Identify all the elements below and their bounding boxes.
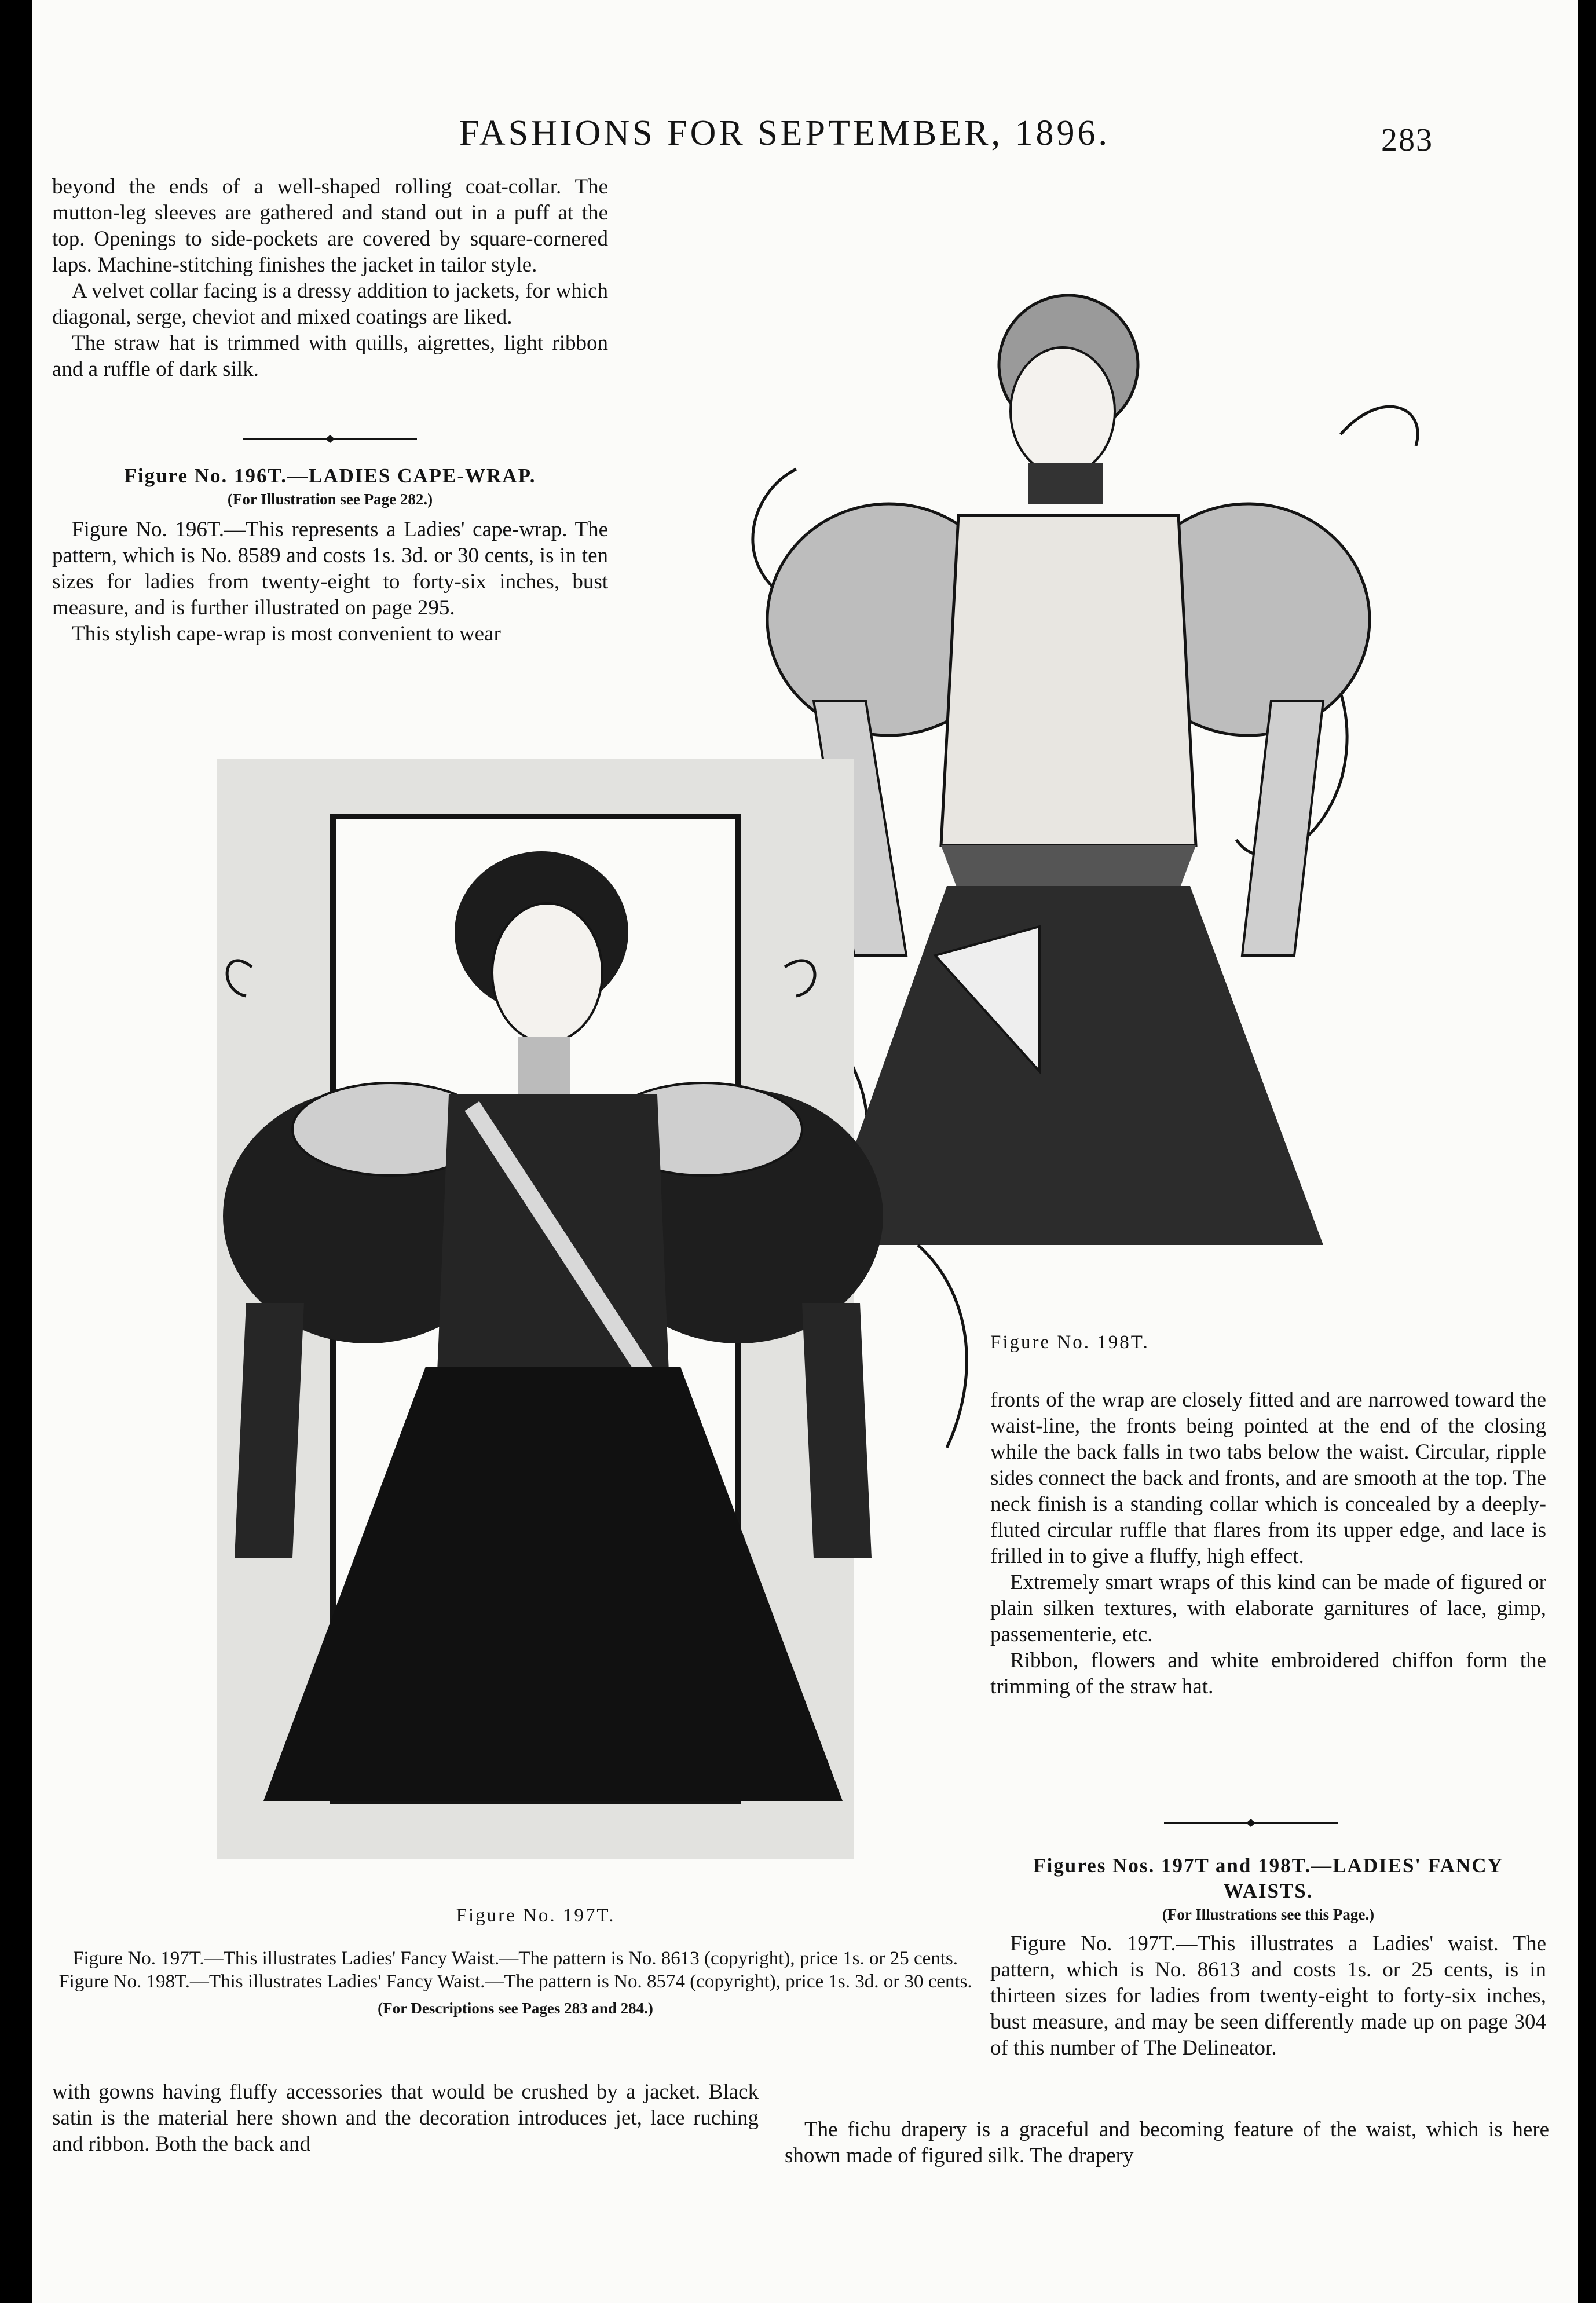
page-number: 283: [1381, 122, 1433, 158]
paragraph: Ribbon, flowers and white embroidered chiffon form the trimming of the straw hat.: [990, 1649, 1546, 1698]
paragraph: This stylish cape-wrap is most convenient to wear: [72, 622, 501, 646]
bottom-right-text: [785, 2117, 1549, 2169]
paragraph: A velvet collar facing is a dressy addition to jackets, for which diagonal, serge, cheviot and mixed coatings are liked.: [52, 279, 608, 329]
paragraph: Figure No. 196T.—This represents a Ladies' cape-wrap. The pattern, which is No. 8589 and costs 1s. 3d. or 30 cents, is in ten sizes for ladies from twenty-eight to forty-six inches, bust measure, and is further illustrated on page 295.: [52, 518, 608, 620]
section-heading: Figure No. 196T.—LADIES CAPE-WRAP.: [124, 464, 536, 487]
illustration-note: (For Illustration see Page 282.): [227, 490, 433, 508]
section-divider: [1152, 1817, 1349, 1840]
figures-description: [52, 1947, 979, 2019]
paragraph: with gowns having fluffy accessories that would be crushed by a jacket. Black satin is the material here shown and the decoration introduces jet, lace ruching and ribbon. Both the back and: [52, 2080, 759, 2156]
figure-197-illustration: [148, 724, 987, 1882]
bottom-left-text: [52, 2079, 759, 2157]
paragraph: The fichu drapery is a graceful and becoming feature of the waist, which is here shown made of figured silk. The drapery: [785, 2118, 1549, 2167]
figures-description-text: Figure No. 197T.—This illustrates Ladies' Fancy Waist.—The pattern is No. 8613 (copyright), price 1s. or 25 cents. Figure No. 198T.—This illustrates Ladies' Fancy Waist.—The pattern is No. 8574 (copyright), price 1s. 3d. or 30 cents.: [58, 1948, 972, 1992]
right-column-mid: [990, 1387, 1546, 1700]
figure-197-caption: Figure No. 197T.: [456, 1905, 616, 1926]
paragraph: fronts of the wrap are closely fitted and are narrowed toward the waist-line, the fronts being pointed at the end of the closing while the back falls in two tabs below the waist. Circular, ripple sides connect the back and fronts, and are smooth at the top. The neck finish is a standing collar which is concealed by a deeply-fluted circular ruffle that flares from its upper edge, and lace is frilled in to give a fluffy, high effect.: [990, 1388, 1546, 1568]
page: [32, 0, 1578, 2303]
section-divider: [232, 433, 429, 456]
paragraph: Extremely smart wraps of this kind can be made of figured or plain silken textures, with elaborate garnitures of lace, gimp, passementerie, etc.: [990, 1570, 1546, 1646]
paragraph: Figure No. 197T.—This illustrates a Ladies' waist. The pattern, which is No. 8613 and costs 1s. or 25 cents, is in thirteen sizes for ladies from twenty-eight to forty-six inches, bust measure, and may be seen differently made up on page 304 of this number of The Delineator.: [990, 1932, 1546, 2060]
figure-198-caption: Figure No. 198T.: [990, 1332, 1150, 1353]
left-column-top: [52, 174, 608, 382]
descriptions-note: (For Descriptions see Pages 283 and 284.): [378, 2000, 653, 2017]
section-196: [52, 463, 608, 647]
paragraph: The straw hat is trimmed with quills, aigrettes, light ribbon and a ruffle of dark silk.: [52, 331, 608, 381]
running-header: FASHIONS FOR SEPTEMBER, 1896.: [459, 113, 1110, 153]
section-heading: Figures Nos. 197T and 198T.—LADIES' FANCY WAISTS.: [1033, 1854, 1503, 1902]
illustration-note: (For Illustrations see this Page.): [1162, 1906, 1375, 1923]
paragraph: beyond the ends of a well-shaped rolling coat-collar. The mutton-leg sleeves are gathered and stand out in a puff at the top. Openings to side-pockets are covered by square-cornered laps. Machine-stitching finishes the jacket in tailor style.: [52, 175, 608, 277]
section-197-198: [990, 1853, 1546, 2061]
